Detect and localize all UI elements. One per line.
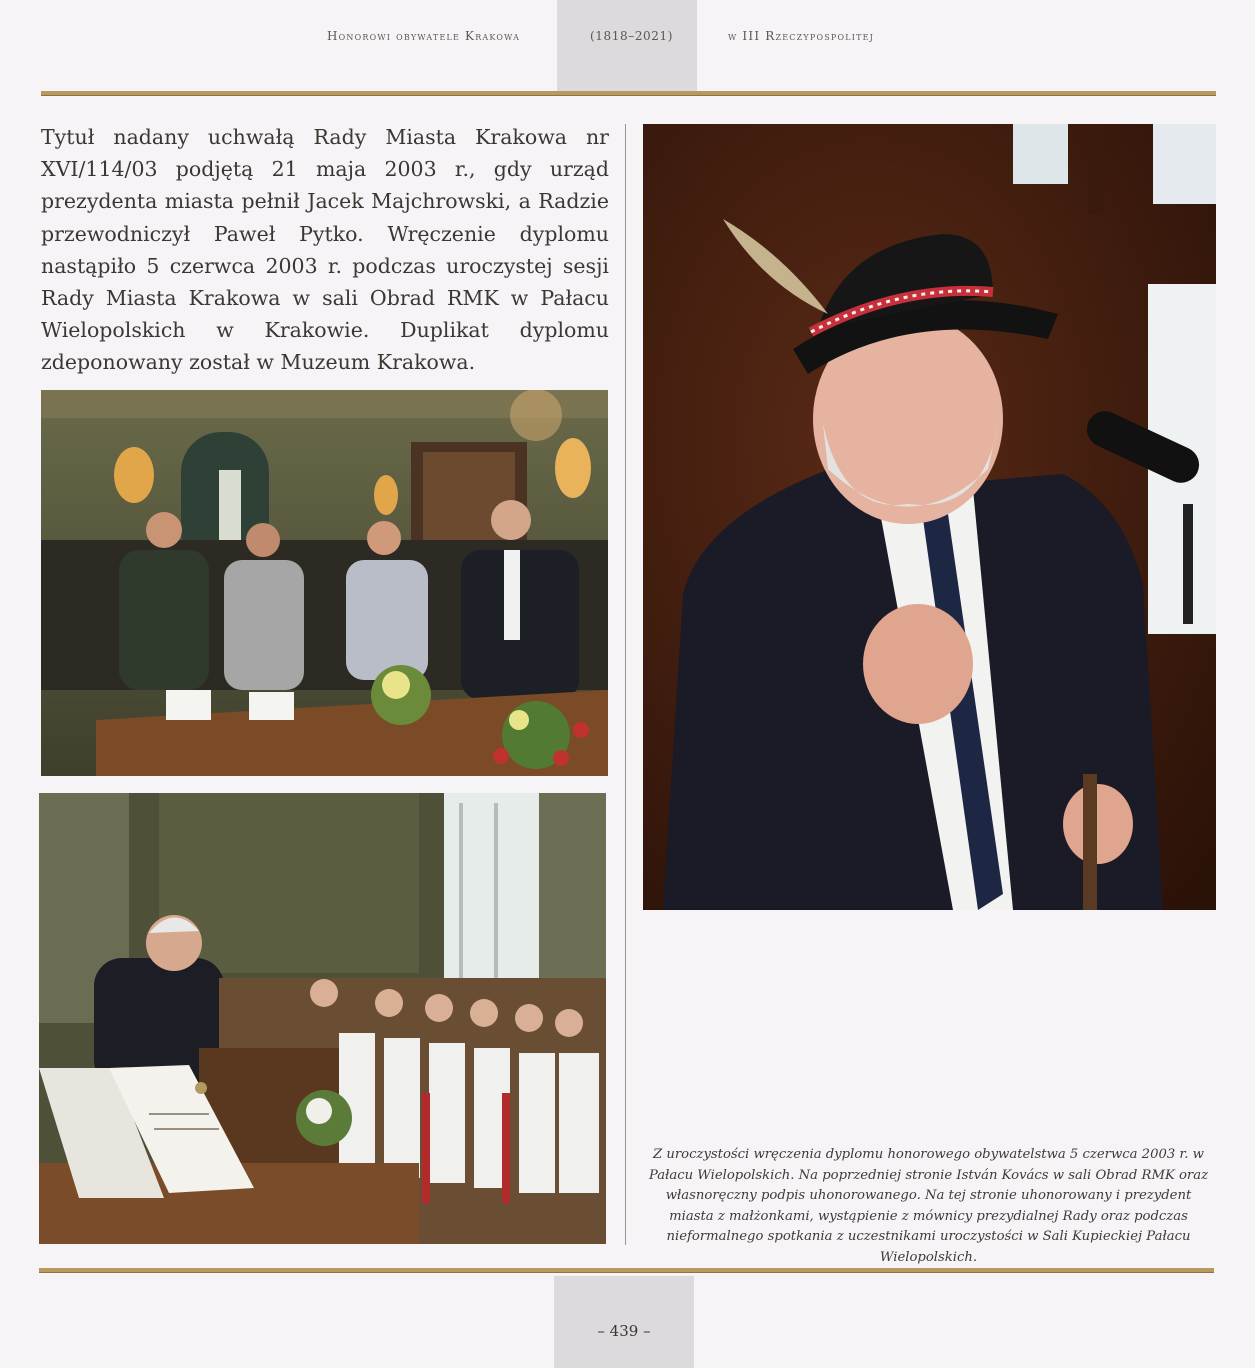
photo-council-session-image xyxy=(41,390,608,776)
header-right: w III Rzeczypospolitej xyxy=(728,29,875,43)
photo-council-session xyxy=(41,390,608,776)
photo-honoree-portrait xyxy=(643,124,1216,910)
column-divider xyxy=(625,124,626,1245)
header-center: (1818–2021) xyxy=(590,29,674,43)
photo-caption: Z uroczystości wręczenia dyplomu honorowego obywatelstwa 5 czerwca 2003 r. w Pałacu Wielopolskich. Na poprzedniej stronie István Kovács w sali Obrad RMK oraz własnoręczny podpis uhonorowanego. Na tej stronie uhonorowany i prezydent miasta z małżonkami, wystąpienie z mównicy prezydialnej Rady oraz podczas nieformalnego spotkania z uczestnikami uroczystości w Sali Kupieckiej Pałacu Wielopolskich. xyxy=(648,1147,1209,1265)
top-rule xyxy=(41,91,1216,96)
body-paragraph: Tytuł nadany uchwałą Rady Miasta Krakowa nr XVI/114/03 podjętą 21 maja 2003 r., gdy urząd prezydenta miasta pełnił Jacek Majchrowski, a Radzie przewodniczył Paweł Pytko. Wręczenie dyplomu nastąpiło 5 czerwca 2003 r. podczas uroczystej sesji Rady Miasta Krakowa w sali Obrad RMK w Pałacu Wielopolskich w Krakowie. Duplikat dyplomu zdeponowany został w Muzeum Krakowa. xyxy=(41,125,609,375)
bottom-rule xyxy=(39,1268,1214,1273)
photo-lectern-speech xyxy=(39,793,606,1244)
header-band xyxy=(557,0,697,92)
page-number: – 439 – xyxy=(597,1322,651,1340)
photo-honoree-portrait-image xyxy=(643,124,1216,910)
photo-lectern-speech-image xyxy=(39,793,606,1244)
header-left: Honorowi obywatele Krakowa xyxy=(327,29,521,43)
